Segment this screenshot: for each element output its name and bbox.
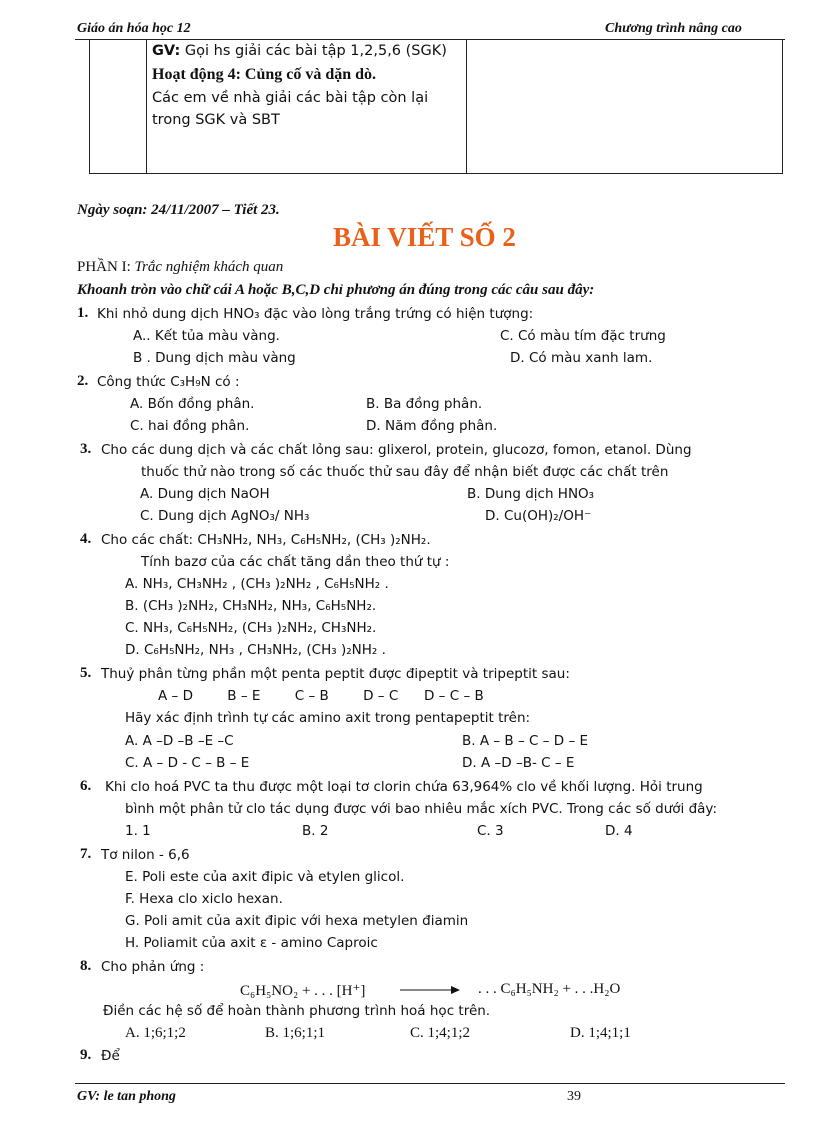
q8-reaction-lhs: C₆H₅NO₂ + . . . [H⁺] [240,983,366,999]
q8-option-c: C. 1;4;1;2 [410,1025,471,1041]
header-left: Giáo án hóa học 12 [77,21,191,36]
q2-option-c: C. hai đồng phân. [130,418,250,434]
q2-text: Công thức C₃H₉N có : [97,374,240,390]
q3-text-2: thuốc thử nào trong số các thuốc thử sau đây để nhận biết được các chất trên [141,464,669,480]
q1-text: Khi nhỏ dung dịch HNO₃ đặc vào lòng trắng trứng có hiện tượng: [97,306,534,322]
q5-number: 5. [80,665,92,681]
q8-number: 8. [80,958,92,974]
q9-text: Để [101,1048,120,1064]
reaction-arrow-icon [400,983,460,997]
q6-option-c: C. 3 [477,823,504,839]
q3-number: 3. [80,441,92,457]
q8-ask: Điền các hệ số để hoàn thành phương trình hoá học trên. [103,1003,491,1019]
q6-number: 6. [80,778,92,794]
q7-number: 7. [80,846,92,862]
q1-number: 1. [77,305,89,321]
q3-text-1: Cho các dung dịch và các chất lỏng sau: glixerol, protein, glucozơ, fomon, etanol. Dùng [101,442,692,458]
q1-option-a: A.. Kết tủa màu vàng. [133,328,280,344]
page-title: BÀI VIẾT SỐ 2 [333,222,516,252]
q5-option-d: D. A –D –B- C – E [462,755,575,771]
q7-text: Tơ nilon - 6,6 [101,847,190,863]
q7-option-g: G. Poli amit của axit đipic với hexa metylen điamin [125,913,469,929]
q5-option-b: B. A – B – C – D – E [462,733,589,749]
gv-text: Gọi hs giải các bài tập 1,2,5,6 (SGK) [184,43,447,59]
q4-option-b: B. (CH₃ )₂NH₂, CH₃NH₂, NH₃, C₆H₅NH₂. [125,598,377,614]
q7-option-e: E. Poli este của axit đipic và etylen glicol. [125,869,405,885]
q2-option-a: A. Bốn đồng phân. [130,396,255,412]
q6-option-b: B. 2 [302,823,329,839]
q2-option-b: B. Ba đồng phân. [366,396,483,412]
q7-option-f: F. Hexa clo xiclo hexan. [125,891,283,907]
part-heading [77,259,283,276]
homework-line-1: Các em về nhà giải các bài tập còn lại [152,90,429,106]
activity-heading: Hoạt động 4: Củng cố và dặn dò. [152,66,377,83]
q4-number: 4. [80,531,92,547]
lesson-table [89,39,783,174]
q3-option-b: B. Dung dịch HNO₃ [467,486,595,502]
q3-option-a: A. Dung dịch NaOH [140,486,270,502]
q5-text: Thuỷ phân từng phần một penta peptit được đipeptit và tripeptit sau: [101,666,570,682]
table-divider-2 [466,39,467,173]
q2-number: 2. [77,373,89,389]
date-line: Ngày soạn: 24/11/2007 – Tiết 23. [77,202,280,218]
q6-option-a: 1. 1 [125,823,151,839]
table-divider-1 [146,39,147,173]
instruction: Khoanh tròn vào chữ cái A hoặc B,C,D chỉ phương án đúng trong các câu sau đây: [77,282,595,298]
q4-text-1: Cho các chất: CH₃NH₂, NH₃, C₆H₅NH₂, (CH₃ )₂NH₂. [101,532,431,548]
page-number: 39 [567,1089,581,1104]
q4-text-2: Tính bazơ của các chất tăng dần theo thứ tự : [141,554,450,570]
q5-ask: Hãy xác định trình tự các amino axit trong pentapeptit trên: [125,710,531,726]
q8-reaction-rhs: . . . C₆H₅NH₂ + . . .H₂O [478,981,621,997]
q6-option-d: D. 4 [605,823,633,839]
q4-option-c: C. NH₃, C₆H₅NH₂, (CH₃ )₂NH₂, CH₃NH₂. [125,620,377,636]
q8-option-d: D. 1;4;1;1 [570,1025,631,1041]
q4-option-a: A. NH₃, CH₃NH₂ , (CH₃ )₂NH₂ , C₆H₅NH₂ . [125,576,389,592]
table-gv-line [152,43,447,59]
footer-rule [75,1083,785,1084]
header-right: Chương trình nâng cao [605,21,742,36]
homework-line-2: trong SGK và SBT [152,112,280,128]
gv-label: GV: [152,43,181,59]
q5-option-c: C. A – D - C – B – E [125,755,250,771]
q6-text-1: Khi clo hoá PVC ta thu được một loại tơ clorin chứa 63,964% clo về khối lượng. Hỏi trung [105,779,703,795]
part-text: Trắc nghiệm khách quan [134,259,284,275]
q8-option-a: A. 1;6;1;2 [125,1025,186,1041]
q6-text-2: bình một phân tử clo tác dụng được với bao nhiêu mắc xích PVC. Trong các số dưới đây: [125,801,717,817]
part-label: PHẦN I: [77,259,131,275]
q8-text: Cho phản ứng : [101,959,205,975]
q3-option-c: C. Dung dịch AgNO₃/ NH₃ [140,508,310,524]
q5-option-a: A. A –D –B –E –C [125,733,234,749]
q1-option-b: B . Dung dịch màu vàng [133,350,296,366]
footer-author: GV: le tan phong [77,1089,176,1104]
q1-option-d: D. Có màu xanh lam. [510,350,653,366]
q3-option-d: D. Cu(OH)₂/OH⁻ [485,508,592,524]
q5-peptide-pieces: A – D B – E C – B D – C D – C – B [158,688,484,704]
q7-option-h: H. Poliamit của axit ε - amino Caproic [125,935,378,951]
q2-option-d: D. Năm đồng phân. [366,418,498,434]
q8-option-b: B. 1;6;1;1 [265,1025,326,1041]
q1-option-c: C. Có màu tím đặc trưng [500,328,666,344]
q9-number: 9. [80,1047,92,1063]
q4-option-d: D. C₆H₅NH₂, NH₃ , CH₃NH₂, (CH₃ )₂NH₂ . [125,642,386,658]
